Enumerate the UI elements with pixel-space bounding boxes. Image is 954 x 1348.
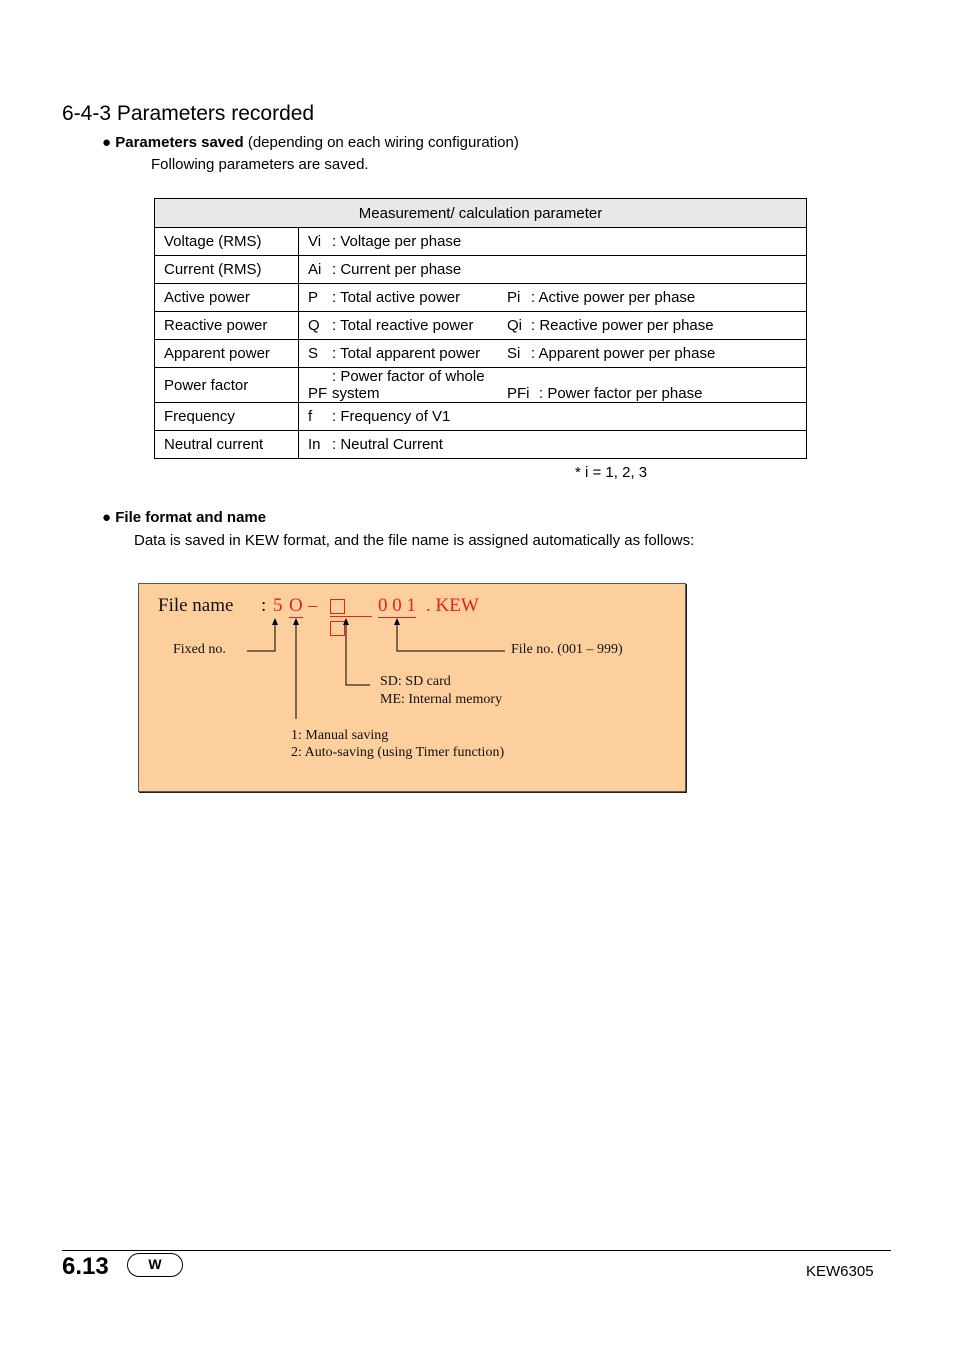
phase-parameter-symbol: PFi [507, 385, 530, 402]
page-number: 6.13 [62, 1253, 109, 1280]
bullet: ● [102, 509, 112, 526]
parameter-symbol: Q [308, 317, 320, 334]
parameter-symbol: P [308, 289, 319, 306]
parameter-name-cell: Reactive power [155, 312, 299, 340]
parameter-definition-cell [299, 228, 807, 256]
parameter-name-cell: Apparent power [155, 340, 299, 368]
parameter-symbol: Vi [308, 233, 322, 250]
parameter-definition-cell [299, 256, 807, 284]
parameter-description: : Power factor of whole system [332, 368, 485, 402]
parameter-description: : Current per phase [332, 261, 462, 278]
storage-arrow [346, 619, 370, 685]
parameter-symbol: f [308, 408, 313, 425]
filename-fixed-digit: 5 [273, 595, 283, 616]
parameter-name-cell: Neutral current [155, 431, 299, 459]
parameters-intro: Following parameters are saved. [151, 156, 369, 173]
parameter-symbol: Ai [308, 261, 322, 278]
parameter-definition-cell [299, 312, 807, 340]
fixed-no-arrow [247, 619, 275, 651]
parameter-symbol: S [308, 345, 319, 362]
phase-parameter-description: : Power factor per phase [539, 385, 703, 402]
parameter-name-cell: Power factor [155, 368, 299, 403]
parameter-description: : Total active power [332, 289, 461, 306]
internal-memory-label: ME: Internal memory [380, 692, 503, 707]
parameter-name-cell: Voltage (RMS) [155, 228, 299, 256]
phase-parameter-description: : Active power per phase [531, 289, 696, 306]
table-row [155, 368, 807, 403]
filename-mode-char: O [289, 595, 303, 616]
parameter-description: : Voltage per phase [332, 233, 462, 250]
parameter-name-cell: Current (RMS) [155, 256, 299, 284]
table-row [155, 431, 807, 459]
filename-extension: . KEW [426, 595, 479, 616]
sd-card-label: SD: SD card [380, 674, 451, 689]
parameter-definition-cell [299, 368, 807, 403]
file-no-label: File no. (001 – 999) [511, 642, 623, 657]
parameter-description: : Neutral Current [332, 436, 443, 453]
parameter-name-cell: Frequency [155, 403, 299, 431]
filename-diagram [138, 583, 686, 792]
chapter-badge: W [127, 1253, 183, 1277]
parameter-definition-cell [299, 284, 807, 312]
filename-dash: – [308, 595, 318, 616]
table-row [155, 340, 807, 368]
parameter-symbol: PF [308, 385, 328, 402]
parameter-definition-cell [299, 431, 807, 459]
table-row [155, 403, 807, 431]
parameter-description: : Frequency of V1 [332, 408, 451, 425]
parameters-saved-qualifier: (depending on each wiring configuration) [247, 134, 519, 151]
file-format-label: File format and name [115, 509, 267, 526]
parameters-saved-label: Parameters saved [115, 134, 244, 151]
fixed-no-label: Fixed no. [173, 642, 226, 657]
parameter-definition-cell [299, 340, 807, 368]
filename-number: 0 0 1 [378, 595, 416, 616]
parameters-table [154, 198, 807, 459]
phase-parameter-symbol: Si [507, 345, 521, 362]
parameters-saved-heading [102, 134, 519, 151]
filename-label: File name [158, 595, 234, 616]
bullet: ● [102, 134, 112, 151]
table-row [155, 228, 807, 256]
section-title: 6-4-3 Parameters recorded [62, 102, 315, 125]
parameter-description: : Total reactive power [332, 317, 474, 334]
table-row [155, 284, 807, 312]
model-name: KEW6305 [806, 1263, 874, 1280]
footer-rule [62, 1250, 891, 1251]
table-row [155, 312, 807, 340]
manual-saving-label: 1: Manual saving [291, 728, 389, 743]
parameter-definition-cell [299, 403, 807, 431]
parameter-name-cell: Active power [155, 284, 299, 312]
parameter-symbol: In [308, 436, 321, 453]
phase-parameter-description: : Reactive power per phase [531, 317, 714, 334]
table-row [155, 256, 807, 284]
table-header: Measurement/ calculation parameter [155, 199, 807, 228]
phase-parameter-symbol: Pi [507, 289, 521, 306]
phase-index-note: * i = 1, 2, 3 [575, 464, 648, 481]
file-format-heading [102, 509, 266, 526]
phase-parameter-symbol: Qi [507, 317, 522, 334]
phase-parameter-description: : Apparent power per phase [531, 345, 716, 362]
file-format-intro: Data is saved in KEW format, and the file name is assigned automatically as follows: [134, 532, 695, 549]
auto-saving-label: 2: Auto-saving (using Timer function) [291, 745, 505, 760]
parameter-description: : Total apparent power [332, 345, 481, 362]
file-no-arrow [397, 619, 505, 651]
filename-colon: : [261, 595, 267, 616]
